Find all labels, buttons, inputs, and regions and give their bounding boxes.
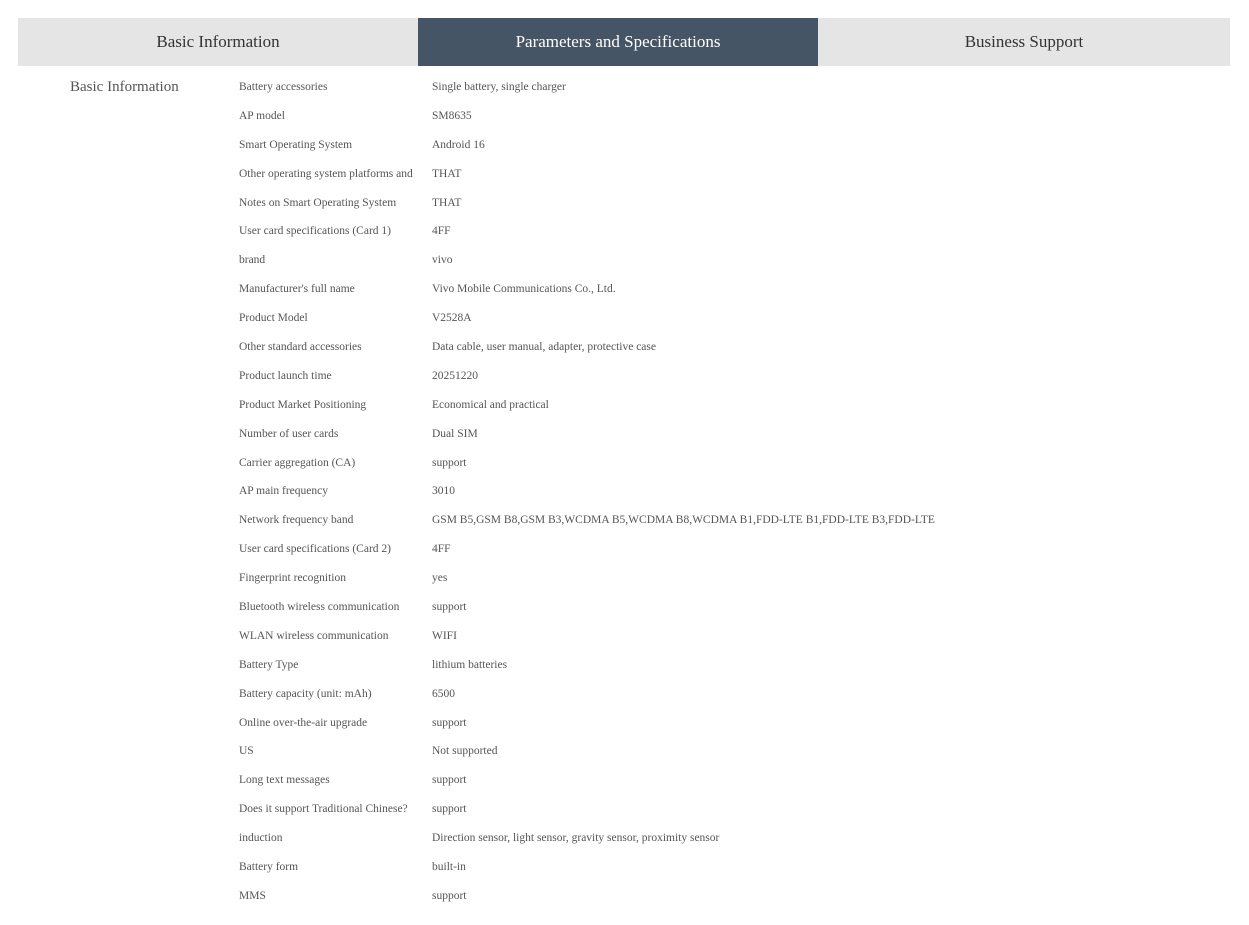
spec-label: Network frequency band — [239, 514, 354, 527]
spec-value: Direction sensor, light sensor, gravity sensor, proximity sensor — [432, 832, 720, 845]
spec-row — [239, 796, 1219, 825]
spec-value: lithium batteries — [432, 658, 508, 671]
tab-parameters-and-specifications[interactable]: Parameters and Specifications — [418, 18, 818, 66]
spec-value: V2528A — [432, 312, 472, 325]
spec-value: THAT — [432, 167, 462, 180]
spec-row — [239, 74, 1219, 103]
spec-row — [239, 594, 1219, 623]
spec-value: Not supported — [432, 745, 498, 758]
spec-row — [239, 392, 1219, 421]
spec-row — [239, 450, 1219, 479]
spec-row — [239, 738, 1219, 767]
spec-value: Economical and practical — [432, 398, 549, 411]
spec-row — [239, 681, 1219, 710]
spec-label: Bluetooth wireless communication — [239, 601, 400, 614]
spec-row — [239, 161, 1219, 190]
spec-row — [239, 623, 1219, 652]
spec-row — [239, 507, 1219, 536]
spec-label: AP main frequency — [239, 485, 328, 498]
spec-row — [239, 478, 1219, 507]
spec-row — [239, 854, 1219, 883]
spec-value: yes — [432, 572, 448, 585]
spec-row — [239, 276, 1219, 305]
spec-value: GSM B5,GSM B8,GSM B3,WCDMA B5,WCDMA B8,WCDMA B1,FDD-LTE B1,FDD-LTE B3,FDD-LTE — [432, 514, 935, 527]
section-title: Basic Information — [70, 79, 179, 95]
spec-label: Product Model — [239, 312, 308, 325]
spec-label: Battery Type — [239, 658, 299, 671]
spec-row — [239, 363, 1219, 392]
spec-row — [239, 652, 1219, 681]
spec-row — [239, 883, 1219, 912]
spec-label: User card specifications (Card 2) — [239, 543, 391, 556]
spec-label: Battery form — [239, 861, 299, 874]
spec-value: THAT — [432, 196, 462, 209]
spec-table — [239, 74, 1219, 912]
spec-row — [239, 710, 1219, 739]
spec-label: Does it support Traditional Chinese? — [239, 803, 408, 816]
spec-label: WLAN wireless communication — [239, 629, 389, 642]
spec-value: support — [432, 774, 467, 787]
spec-label: Battery accessories — [239, 81, 328, 93]
spec-value: Single battery, single charger — [432, 81, 566, 93]
spec-label: Long text messages — [239, 774, 330, 787]
spec-label: Product Market Positioning — [239, 398, 367, 411]
spec-row — [239, 190, 1219, 219]
spec-label: Online over-the-air upgrade — [239, 716, 368, 729]
spec-label: brand — [239, 254, 266, 267]
spec-row — [239, 536, 1219, 565]
spec-row — [239, 334, 1219, 363]
spec-value: 3010 — [432, 485, 455, 498]
spec-value: 20251220 — [432, 369, 478, 382]
spec-label: Fingerprint recognition — [239, 572, 346, 585]
tab-basic-information[interactable]: Basic Information — [156, 32, 280, 51]
spec-label: Number of user cards — [239, 427, 339, 440]
tab-bar — [18, 18, 1230, 66]
spec-value: Data cable, user manual, adapter, protective case — [432, 341, 656, 354]
spec-label: Notes on Smart Operating System — [239, 196, 397, 209]
spec-label: User card specifications (Card 1) — [239, 225, 391, 238]
spec-label: Smart Operating System — [239, 138, 353, 151]
spec-label: Carrier aggregation (CA) — [239, 456, 356, 469]
spec-value: support — [432, 889, 467, 902]
spec-value: SM8635 — [432, 109, 472, 122]
spec-value: support — [432, 803, 467, 816]
spec-value: WIFI — [432, 629, 457, 642]
spec-label: Product launch time — [239, 369, 332, 382]
spec-row — [239, 305, 1219, 334]
spec-row — [239, 421, 1219, 450]
spec-value: Dual SIM — [432, 427, 478, 440]
tab-business-support[interactable]: Business Support — [964, 32, 1084, 51]
spec-row — [239, 767, 1219, 796]
spec-value: Vivo Mobile Communications Co., Ltd. — [432, 283, 616, 296]
spec-row — [239, 247, 1219, 276]
spec-row — [239, 132, 1219, 161]
spec-label: induction — [239, 832, 283, 845]
spec-row — [239, 218, 1219, 247]
spec-value: Android 16 — [432, 138, 485, 151]
spec-value: support — [432, 456, 467, 469]
spec-label: MMS — [239, 889, 266, 902]
spec-value: support — [432, 716, 467, 729]
spec-label: Battery capacity (unit: mAh) — [239, 687, 372, 700]
spec-value: vivo — [432, 254, 453, 267]
spec-label: Manufacturer's full name — [239, 283, 355, 296]
spec-label: US — [239, 745, 254, 758]
spec-value: 4FF — [432, 543, 451, 556]
spec-label: Other operating system platforms and — [239, 167, 413, 180]
spec-value: 6500 — [432, 687, 455, 700]
spec-row — [239, 565, 1219, 594]
spec-value: built-in — [432, 861, 466, 874]
spec-value: support — [432, 601, 467, 614]
spec-value: 4FF — [432, 225, 451, 238]
spec-row — [239, 825, 1219, 854]
spec-row — [239, 103, 1219, 132]
spec-label: AP model — [239, 109, 285, 122]
spec-label: Other standard accessories — [239, 341, 362, 354]
